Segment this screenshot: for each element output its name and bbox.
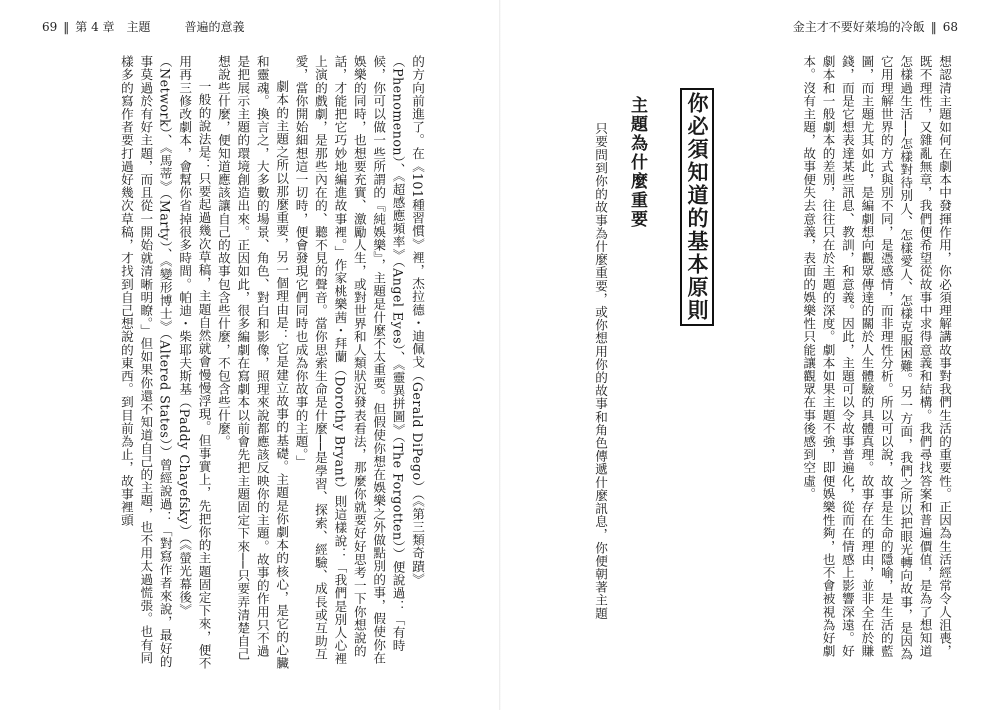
chapter-title: 普遍的意義 <box>184 20 245 34</box>
book-title: 金主才不要好萊塢的冷飯 <box>792 20 925 34</box>
page-gutter <box>499 0 501 710</box>
section-heading: 你必須知道的基本原則 <box>680 88 714 326</box>
right-page-body <box>756 55 954 670</box>
subheading: 主題為什麼重要 <box>627 96 647 229</box>
right-running-head <box>793 18 958 35</box>
body-paragraph: 一般的說法是：只要起過幾次草稿，主題自然就會慢慢浮現。但事實上，先把你的主題固定下來，便不用再三修改劇本，會幫你省掉很多時間。帕迪・柴耶夫斯基（Paddy Chayefsky）（《螢光幕後》（Network）、《馬蒂》（Marty）、《變形博士》（Altered States））曾經說過：「對寫作者來說，最好的事莫過於有好主題，而且從一開始就清晰明瞭。」但如果你還不知道自己的主題，也不用太過慌張。也有同樣多的寫作者要打過好幾次草稿，才找到自己想說的東西。到目前為止，故事裡頭 <box>118 55 212 670</box>
chapter-label: 第 4 章 主題 <box>75 20 151 34</box>
body-paragraph: 的方向前進了。在《101種習慣》裡，杰拉德・迪佩戈（Gerald DiPego）（《第三類奇蹟》（Phenomenon）、《超感應頻率》（Angel Eyes）、《靈異拼圖》（The Forgotten））便說過：「有時候，你可以做一些所謂的『純娛樂』，主題是什麼不太重要。但假使你想在娛樂之外做點別的事，假使你在娛樂的同時，也想要充實、激勵人生，或對世界和人類狀況發表看法，那麼你就要好好思考一下你想說的話，才能把它巧妙地編進故事裡。」作家桃樂茜・拜蘭（Dorothy Bryant）則這樣說：「我們是別人心裡上演的戲劇，是那些內在的、聽不見的聲音。當你思索生命是什麼──是學習、探索、經驗、成長或互助互愛，當你開始細想這一切時，便會發現它們同時也成為你故事的主題。」 <box>293 55 425 666</box>
left-page-number: 69 <box>42 19 58 34</box>
body-paragraph: 劇本的主題之所以那麼重要，另一個理由是：它是建立故事的基礎。主題是你劇本的核心，是它的心臟和靈魂。換言之，大多數的場景、角色、對白和影像，照理來說都應該反映你的主題。故事的作用只不過是把展示主題的環境創造出來。正因如此，很多編劇在寫劇本以前會先把主題固定下來──只要弄清楚自己想說些什麼，便知道應該讓自己的故事包含些什麼，不包含些什麼。 <box>215 55 290 670</box>
header-separator: ‖ <box>930 19 937 34</box>
body-paragraph: 想認清主題如何在劇本中發揮作用，你必須理解講故事對我們生活的重要性。正因為生活經常令人沮喪，既不理性，又雜亂無章，我們便希望從故事中求得意義和結構。我們尋找答案和普遍價值，是為了想知道怎樣過生活──怎樣對待別人、怎樣愛人、怎樣克服困難。另一方面，我們之所以把眼光轉向故事，是因為它用理解世界的方式與別不同，是憑感情，而非理性分析。所以可以說，故事是生命的隱喻，是生活的藍圖，而主題尤其如此，是編劇想向觀眾傳達的關於人生體驗的具體真理。故事存在的理由，並非全在於賺錢，而是它想表達某些訊息、教訓，和意義。因此，主題可以令故事普遍化，從而在情感上影響深遠。好劇本和一般劇本的差別，往往只在於主題的深度。劇本如果主題不強，即便娛樂性夠，也不會被視為好劇本。沒有主題，故事便失去意義，表面的娛樂性只能讓觀眾在事後感到空虛。 <box>801 55 952 661</box>
left-running-head <box>42 18 245 35</box>
header-separator: ‖ <box>63 19 70 34</box>
subheading-body <box>570 122 610 670</box>
body-paragraph: 只要問到你的故事為什麼重要，或你想用你的故事和角色傳遞什麼訊息，你便朝著主題 <box>593 122 608 620</box>
right-page-number: 68 <box>942 19 958 34</box>
left-page-body <box>42 55 427 670</box>
